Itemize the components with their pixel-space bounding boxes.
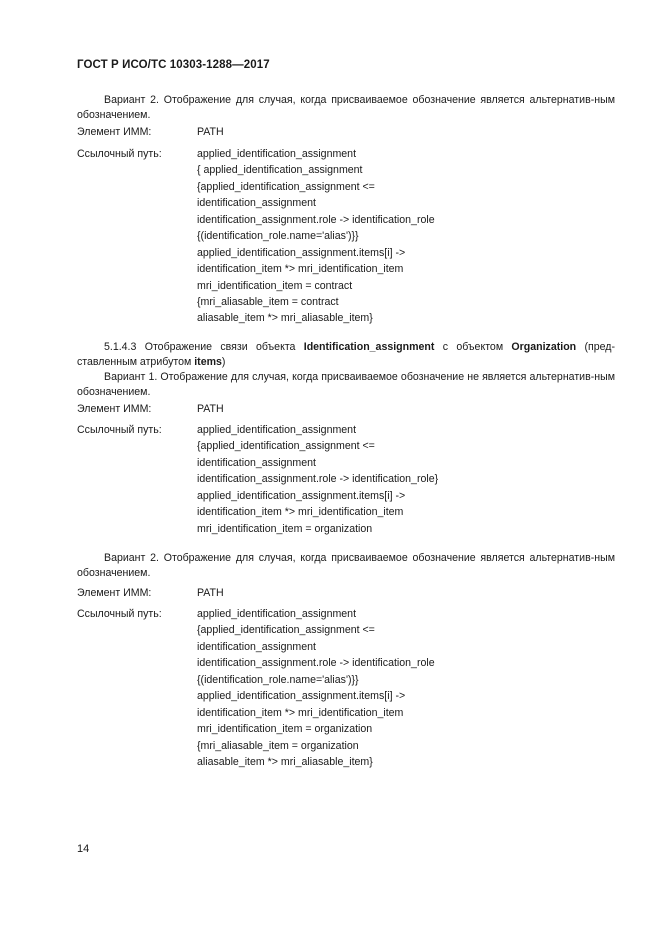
refpath-line: identification_assignment: [197, 640, 316, 653]
refpath-line: mri_identification_item = contract: [197, 279, 353, 292]
element-value: PATH: [197, 126, 224, 138]
document-header: ГОСТ Р ИСО/ТС 10303-1288—2017: [77, 59, 270, 71]
section-text: с объектом: [442, 341, 504, 353]
element-label: Элемент ИММ:: [77, 587, 152, 599]
refpath-line: identification_item *> mri_identification_item: [197, 506, 404, 519]
refpath-line: {(identification_role.name='alias')}}: [197, 673, 359, 686]
element-label: Элемент ИММ:: [77, 126, 152, 138]
attribute-name: items: [194, 356, 222, 368]
refpath-line: { applied_identification_assignment: [197, 164, 363, 177]
refpath-line: aliasable_item *> mri_aliasable_item}: [197, 755, 373, 768]
refpath-line: {mri_aliasable_item = organization: [197, 739, 359, 752]
element-value: PATH: [197, 403, 224, 415]
element-value: PATH: [197, 587, 224, 599]
refpath-line: identification_item *> mri_identification_item: [197, 706, 404, 719]
entity-name: Organization: [511, 341, 577, 353]
section-number: 5.1.4.3: [104, 341, 137, 353]
refpath-line: identification_assignment: [197, 197, 316, 210]
refpath-line: mri_identification_item = organization: [197, 723, 373, 736]
refpath-line: aliasable_item *> mri_aliasable_item}: [197, 312, 373, 325]
refpath-line: applied_identification_assignment.items[i] ->: [197, 489, 406, 502]
variant-text: Вариант 2. Отображение для случая, когда присваиваемое обозначение является альтернатив-ным обозначением.: [77, 94, 615, 121]
variant-paragraph: [77, 93, 615, 123]
refpath-lines: [197, 422, 438, 537]
entity-name: Identification_assignment: [303, 341, 435, 353]
refpath-label: Ссылочный путь:: [77, 424, 162, 436]
variant-text: Вариант 2. Отображение для случая, когда присваиваемое обозначение является альтернатив-ным обозначением.: [77, 552, 615, 579]
section-paragraph: [77, 340, 615, 400]
refpath-line: identification_assignment.role -> identification_role: [197, 213, 435, 226]
refpath-line: identification_assignment.role -> identification_role}: [197, 473, 439, 486]
refpath-line: {applied_identification_assignment <=: [197, 440, 375, 453]
page-number: 14: [77, 843, 90, 855]
refpath-line: applied_identification_assignment: [197, 608, 357, 620]
section-text: (пред-ставленным атрибутом: [77, 341, 615, 368]
refpath-line: mri_identification_item = organization: [197, 522, 373, 535]
refpath-line: identification_assignment: [197, 456, 316, 469]
refpath-line: applied_identification_assignment.items[i] ->: [197, 690, 406, 703]
section-text: ): [221, 356, 226, 368]
variant-text: Вариант 1. Отображение для случая, когда присваиваемое обозначение не является альтернатив-ным обозначением.: [77, 371, 615, 398]
refpath-line: identification_assignment.role -> identification_role: [197, 657, 435, 670]
refpath-line: {(identification_role.name='alias')}}: [197, 230, 359, 243]
refpath-line: applied_identification_assignment.items[i] ->: [197, 246, 406, 259]
refpath-line: {mri_aliasable_item = contract: [197, 295, 339, 308]
refpath-label: Ссылочный путь:: [77, 608, 162, 620]
refpath-lines: [197, 606, 435, 770]
section-text: Отображение связи объекта: [144, 341, 296, 353]
refpath-line: applied_identification_assignment: [197, 148, 357, 160]
refpath-lines: [197, 146, 435, 327]
refpath-line: {applied_identification_assignment <=: [197, 624, 375, 637]
refpath-label: Ссылочный путь:: [77, 148, 162, 160]
refpath-line: applied_identification_assignment: [197, 424, 357, 436]
variant-paragraph: [77, 551, 615, 581]
element-label: Элемент ИММ:: [77, 403, 152, 415]
refpath-line: {applied_identification_assignment <=: [197, 180, 375, 193]
refpath-line: identification_item *> mri_identification_item: [197, 263, 404, 276]
